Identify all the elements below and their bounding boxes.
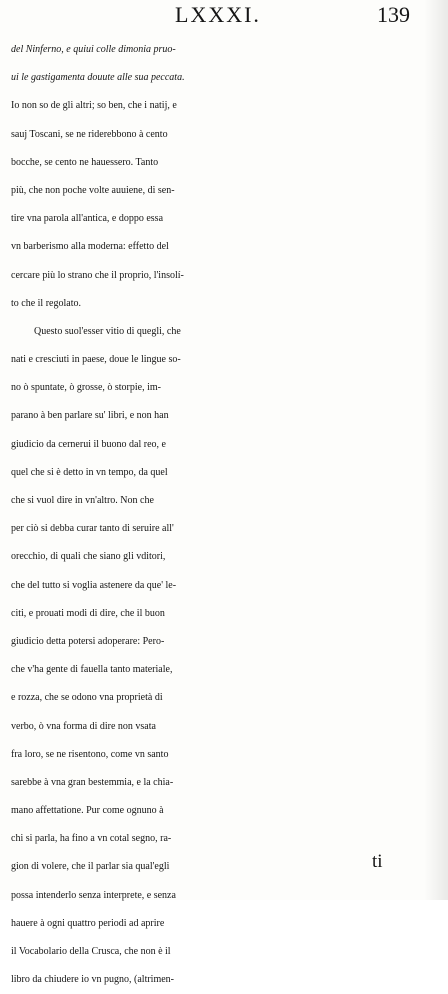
text-line: ui le gastigamenta douute alle sua peccata. — [11, 72, 185, 84]
page-header — [0, 0, 448, 30]
text-line: che v'ha gente di fauella tanto materiale, — [11, 664, 173, 676]
text-line: libro da chiudere io vn pugno, (altrimen- — [11, 974, 175, 986]
text-line: e rozza, che se odono vna proprietà di — [11, 692, 163, 704]
text-line: vn barberismo alla moderna: effetto del — [11, 241, 169, 253]
page-number: 139 — [377, 2, 410, 27]
text-line: il Vocabolario della Crusca, che non è il — [11, 946, 171, 957]
text-line: che del tutto si voglia astenere da que' le- — [11, 579, 177, 591]
text-line: del Ninferno, e quiui colle dimonia pruo- — [11, 44, 176, 55]
text-line: Io non so de gli altri; so ben, che i natij, e — [11, 100, 177, 112]
text-line: citi, e prouati modi di dire, che il buon — [11, 607, 165, 619]
section-number: LXXXI. — [175, 2, 261, 27]
text-line: quel che si è detto in vn tempo, da quel — [11, 466, 168, 478]
text-line: cercare più lo strano che il proprio, l'insolí- — [11, 269, 184, 281]
text-line: nati e cresciuti in paese, doue le lingue so- — [11, 354, 181, 366]
text-line: verbo, ò vna forma di dire non vsata — [11, 720, 156, 732]
text-line: possa intenderlo senza interprete, e senza — [11, 889, 176, 901]
text-line: sarebbe à vna gran bestemmia, e la chia- — [11, 776, 174, 788]
text-line: orecchio, di quali che siano gli vditori, — [11, 551, 166, 563]
catchword: ti — [372, 851, 383, 872]
text-line: no ò spuntate, ò grosse, ò storpie, im- — [11, 382, 161, 394]
text-line: giudicio detta potersi adoperare: Pero- — [11, 635, 165, 647]
text-line: fra loro, se ne risentono, come vn santo — [11, 748, 169, 760]
text-line: gion di volere, che il parlar sia qual'egli — [11, 861, 170, 873]
text-line: giudicio da cernerui il buono dal reo, e — [11, 438, 166, 450]
text-line: per ciò si debba curar tanto di seruire all' — [11, 523, 174, 535]
text-line: più, che non poche volte auuiene, di sen- — [11, 184, 175, 196]
text-line: sauj Toscani, se ne riderebbono à cento — [11, 128, 168, 140]
text-line: parano à ben parlare su' libri, e non han — [11, 410, 169, 422]
text-line: che si vuol dire in vn'altro. Non che — [11, 495, 154, 506]
text-line: bocche, se cento ne hauessero. Tanto — [11, 156, 159, 168]
text-line: tire vna parola all'antica, e doppo essa — [11, 213, 164, 225]
text-line: chi si parla, ha fino a vn cotal segno, ra- — [11, 833, 172, 845]
text-line: to che il regolato. — [11, 297, 81, 309]
paragraph-start-line: Questo suol'esser vitio di quegli, che — [34, 325, 181, 337]
text-line: mano affettatione. Pur come ognuno à — [11, 805, 164, 817]
text-line: hauere à ogni quattro periodi ad aprire — [11, 917, 165, 929]
